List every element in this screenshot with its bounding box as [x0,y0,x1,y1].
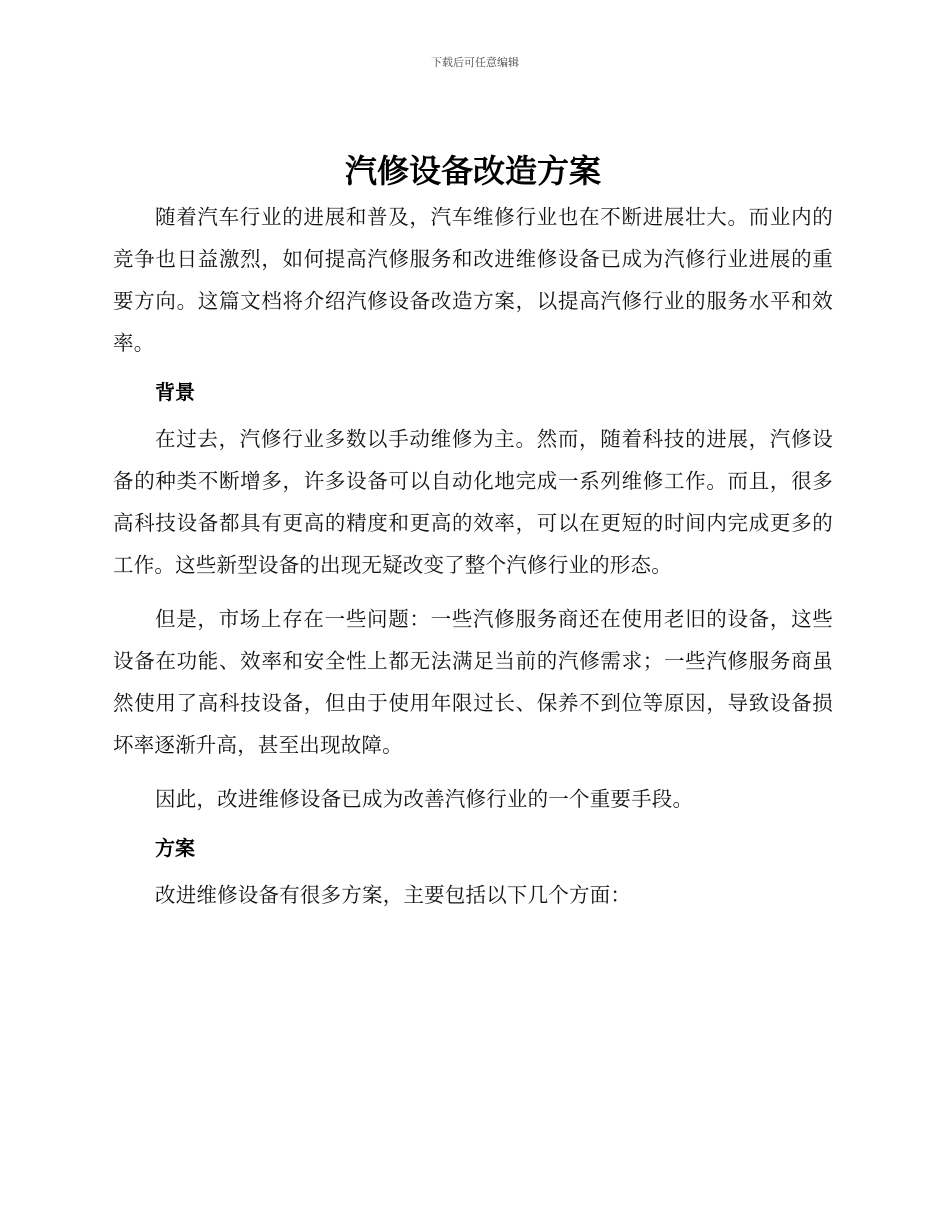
section-heading-background: 背景 [155,380,195,404]
document-body [113,150,833,916]
background-paragraph-1: 在过去，汽修行业多数以手动维修为主。然而，随着科技的进展，汽修设备的种类不断增多，许多设备可以自动化地完成一系列维修工作。而且，很多高科技设备都具有更高的精度和更高的效率，可以在更短的时间内完成更多的工作。这些新型设备的出现无疑改变了整个汽修行业的形态。 [113,427,833,577]
paragraph-gap [113,766,833,778]
header-note: 下载后可任意编辑 [431,56,519,69]
background-paragraph-3: 因此，改进维修设备已成为改善汽修行业的一个重要手段。 [155,787,694,811]
paragraph-gap [113,586,833,598]
background-paragraph-2: 但是，市场上存在一些问题：一些汽修服务商还在使用老旧的设备，这些设备在功能、效率和安全性上都无法满足当前的汽修需求；一些汽修服务商虽然使用了高科技设备，但由于使用年限过长、保养不到位等原因，导致设备损坏率逐渐升高，甚至出现故障。 [113,607,833,757]
intro-paragraph: 随着汽车行业的进展和普及，汽车维修行业也在不断进展壮大。而业内的竞争也日益激烈，如何提高汽修服务和改进维修设备已成为汽修行业进展的重要方向。这篇文档将介绍汽修设备改造方案，以提高汽修行业的服务水平和效率。 [113,205,833,355]
document-title: 汽修设备改造方案 [344,152,601,190]
plan-paragraph-1: 改进维修设备有很多方案，主要包括以下几个方面： [155,883,632,907]
section-heading-plan: 方案 [155,836,195,860]
